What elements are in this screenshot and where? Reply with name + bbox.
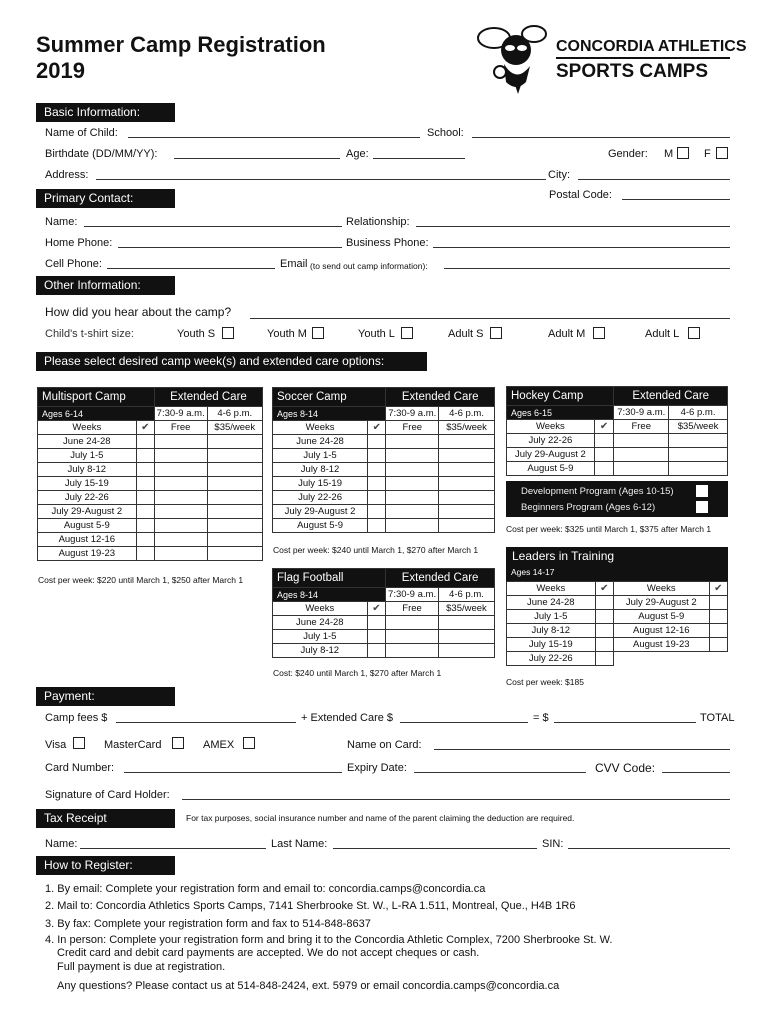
hockey-am-checkbox[interactable] bbox=[614, 448, 669, 462]
soccer-pm-header: 4-6 p.m. bbox=[439, 407, 495, 421]
multisport-am-checkbox[interactable] bbox=[154, 463, 207, 477]
multisport-week-label: July 29-August 2 bbox=[38, 505, 137, 519]
hockey-beginners-label: Beginners Program (Ages 6-12) bbox=[521, 502, 656, 513]
lit-week-label: July 8-12 bbox=[507, 624, 596, 638]
table-row bbox=[273, 463, 495, 477]
flag-am-checkbox[interactable] bbox=[386, 616, 439, 630]
size-youth-s-label: Youth S bbox=[177, 328, 216, 340]
lit-week-checkbox[interactable] bbox=[595, 596, 613, 610]
multisport-pm-header: 4-6 p.m. bbox=[207, 407, 263, 421]
table-row bbox=[38, 505, 263, 519]
flag-week-checkbox[interactable] bbox=[367, 630, 386, 644]
multisport-week-label: July 8-12 bbox=[38, 463, 137, 477]
basic-info-bar: Basic Information: bbox=[36, 103, 175, 122]
soccer-am-checkbox[interactable] bbox=[386, 435, 439, 449]
lit-week-checkbox[interactable] bbox=[595, 638, 613, 652]
table-row bbox=[38, 491, 263, 505]
hockey-am-header: 7:30-9 a.m. bbox=[614, 406, 669, 420]
hockey-week-label: August 5-9 bbox=[507, 462, 595, 476]
table-row bbox=[273, 616, 495, 630]
register-step-3: 3. By fax: Complete your registration form and fax to 514-848-8637 bbox=[45, 918, 371, 930]
cell-phone-label: Cell Phone: bbox=[45, 258, 102, 270]
register-step-4-due: Full payment is due at registration. bbox=[57, 961, 226, 973]
size-adult-m-label: Adult M bbox=[548, 328, 586, 340]
soccer-am-checkbox[interactable] bbox=[386, 491, 439, 505]
lit-weeks-header-left: Weeks bbox=[507, 582, 596, 596]
table-row bbox=[38, 449, 263, 463]
logo-divider bbox=[556, 57, 730, 59]
soccer-extended-title: Extended Care bbox=[386, 388, 495, 407]
checkmark-icon: ✔ bbox=[594, 420, 614, 434]
soccer-title: Soccer Camp bbox=[273, 388, 386, 407]
hockey-development-checkbox[interactable] bbox=[696, 485, 708, 497]
multisport-title: Multisport Camp bbox=[38, 388, 155, 407]
hockey-weeks-header: Weeks bbox=[507, 420, 595, 434]
multisport-pm-checkbox[interactable] bbox=[207, 505, 263, 519]
amex-label: AMEX bbox=[203, 739, 235, 751]
soccer-pm-checkbox[interactable] bbox=[439, 505, 495, 519]
table-row bbox=[507, 610, 728, 624]
questions-contact: Any questions? Please contact us at 514-848-2424, ext. 5979 or email concordia.camps@concordia.ca bbox=[57, 980, 560, 992]
lit-week-checkbox[interactable] bbox=[709, 596, 727, 610]
extended-care-label: + Extended Care $ bbox=[301, 712, 394, 724]
flag-cost: Cost: $240 until March 1, $270 after March 1 bbox=[273, 668, 442, 678]
checkmark-icon: ✔ bbox=[595, 582, 613, 596]
school-label: School: bbox=[427, 127, 464, 139]
table-row bbox=[273, 519, 495, 533]
home-phone-field[interactable] bbox=[118, 247, 342, 248]
multisport-am-checkbox[interactable] bbox=[154, 435, 207, 449]
logo-line-1: CONCORDIA ATHLETICS bbox=[556, 38, 747, 55]
page-title bbox=[36, 32, 326, 84]
cvv-label: CVV Code: bbox=[595, 761, 656, 775]
multisport-pm-checkbox[interactable] bbox=[207, 519, 263, 533]
hockey-table bbox=[506, 386, 728, 476]
soccer-week-checkbox[interactable] bbox=[368, 449, 386, 463]
checkmark-icon: ✔ bbox=[136, 421, 154, 435]
title-line-1: Summer Camp Registration bbox=[36, 32, 326, 57]
tax-last-name-field[interactable] bbox=[333, 848, 537, 849]
lit-week-label: July 22-26 bbox=[507, 652, 596, 666]
table-row bbox=[507, 434, 728, 448]
soccer-week-checkbox[interactable] bbox=[368, 491, 386, 505]
lit-weeks-body bbox=[507, 596, 728, 666]
flag-title: Flag Football bbox=[273, 569, 386, 588]
soccer-pm-cost: $35/week bbox=[439, 421, 495, 435]
flag-week-checkbox[interactable] bbox=[367, 616, 386, 630]
hear-label: How did you hear about the camp? bbox=[45, 305, 232, 319]
checkmark-icon: ✔ bbox=[709, 582, 727, 596]
flag-pm-header: 4-6 p.m. bbox=[438, 588, 494, 602]
email-note: (to send out camp information): bbox=[310, 261, 428, 271]
table-row bbox=[38, 463, 263, 477]
flag-am-checkbox[interactable] bbox=[386, 630, 439, 644]
table-row bbox=[507, 462, 728, 476]
lit-cost: Cost per week: $185 bbox=[506, 677, 584, 687]
table-row bbox=[507, 596, 728, 610]
soccer-week-label: July 22-26 bbox=[273, 491, 368, 505]
hockey-week-checkbox[interactable] bbox=[594, 434, 614, 448]
table-row bbox=[38, 519, 263, 533]
soccer-week-checkbox[interactable] bbox=[368, 505, 386, 519]
checkmark-icon: ✔ bbox=[368, 421, 386, 435]
hockey-pm-checkbox[interactable] bbox=[669, 448, 728, 462]
lit-week-label: August 19-23 bbox=[613, 638, 709, 652]
hockey-title: Hockey Camp bbox=[507, 387, 614, 406]
soccer-week-label: July 1-5 bbox=[273, 449, 368, 463]
soccer-am-checkbox[interactable] bbox=[386, 477, 439, 491]
multisport-pm-checkbox[interactable] bbox=[207, 477, 263, 491]
size-adult-l-label: Adult L bbox=[645, 328, 680, 340]
soccer-pm-checkbox[interactable] bbox=[439, 477, 495, 491]
multisport-week-checkbox[interactable] bbox=[136, 533, 154, 547]
table-row bbox=[507, 652, 728, 666]
soccer-pm-checkbox[interactable] bbox=[439, 449, 495, 463]
flag-extended-title: Extended Care bbox=[386, 569, 495, 588]
size-youth-l-label: Youth L bbox=[358, 328, 395, 340]
hockey-am-checkbox[interactable] bbox=[614, 434, 669, 448]
multisport-pm-checkbox[interactable] bbox=[207, 491, 263, 505]
soccer-pm-checkbox[interactable] bbox=[439, 463, 495, 477]
flag-week-label: June 24-28 bbox=[273, 616, 368, 630]
age-label: Age: bbox=[346, 148, 369, 160]
soccer-am-checkbox[interactable] bbox=[386, 505, 439, 519]
business-phone-field[interactable] bbox=[433, 247, 730, 248]
soccer-week-label: August 5-9 bbox=[273, 519, 368, 533]
size-youth-s-checkbox[interactable] bbox=[222, 327, 234, 339]
hockey-am-cost: Free bbox=[614, 420, 669, 434]
flag-week-label: July 8-12 bbox=[273, 644, 368, 658]
multisport-week-label: July 1-5 bbox=[38, 449, 137, 463]
multisport-week-label: August 5-9 bbox=[38, 519, 137, 533]
lit-week-label: June 24-28 bbox=[507, 596, 596, 610]
lit-week-label: July 1-5 bbox=[507, 610, 596, 624]
size-youth-m-label: Youth M bbox=[267, 328, 307, 340]
camp-fees-label: Camp fees $ bbox=[45, 712, 108, 724]
register-step-2: 2. Mail to: Concordia Athletics Sports Camps, 7141 Sherbrooke St. W., L-RA 1.511, Montreal, Que., H4B 1R6 bbox=[45, 900, 576, 912]
soccer-cost: Cost per week: $240 until March 1, $270 after March 1 bbox=[273, 545, 479, 555]
soccer-pm-checkbox[interactable] bbox=[439, 491, 495, 505]
birthdate-field[interactable] bbox=[174, 158, 340, 159]
home-phone-label: Home Phone: bbox=[45, 237, 113, 249]
table-row bbox=[273, 477, 495, 491]
multisport-am-cost: Free bbox=[154, 421, 207, 435]
table-row bbox=[507, 638, 728, 652]
expiry-label: Expiry Date: bbox=[347, 762, 407, 774]
camp-fees-field[interactable] bbox=[116, 722, 296, 723]
multisport-week-label: August 19-23 bbox=[38, 547, 137, 561]
flag-week-label: July 1-5 bbox=[273, 630, 368, 644]
soccer-week-checkbox[interactable] bbox=[368, 477, 386, 491]
lit-title: Leaders in Training bbox=[512, 549, 615, 563]
size-youth-m-checkbox[interactable] bbox=[312, 327, 324, 339]
soccer-ages: Ages 8-14 bbox=[273, 407, 386, 421]
table-row bbox=[273, 435, 495, 449]
mastercard-checkbox[interactable] bbox=[172, 737, 184, 749]
tax-last-name-label: Last Name: bbox=[271, 838, 328, 850]
multisport-week-checkbox[interactable] bbox=[136, 449, 154, 463]
hockey-development-label: Development Program (Ages 10-15) bbox=[521, 486, 674, 497]
payment-bar: Payment: bbox=[36, 687, 175, 706]
address-label: Address: bbox=[45, 169, 89, 181]
lit-weeks-header-right: Weeks bbox=[613, 582, 709, 596]
table-row bbox=[273, 630, 495, 644]
tax-name-label: Name: bbox=[45, 838, 78, 850]
email-field[interactable] bbox=[444, 268, 730, 269]
multisport-am-checkbox[interactable] bbox=[154, 449, 207, 463]
register-step-1: 1. By email: Complete your registration form and email to: concordia.camps@concordia.ca bbox=[45, 883, 486, 895]
other-info-bar: Other Information: bbox=[36, 276, 175, 295]
hockey-pm-checkbox[interactable] bbox=[669, 434, 728, 448]
name-on-card-field[interactable] bbox=[434, 749, 730, 750]
register-step-4: 4. In person: Complete your registration form and bring it to the Concordia Athletic Complex, 7200 Sherbrooke St. W. bbox=[45, 934, 613, 946]
multisport-weeks-header: Weeks bbox=[38, 421, 137, 435]
table-row bbox=[273, 491, 495, 505]
hockey-week-label: July 22-26 bbox=[507, 434, 595, 448]
table-row bbox=[38, 477, 263, 491]
multisport-week-checkbox[interactable] bbox=[136, 547, 154, 561]
lit-week-checkbox[interactable] bbox=[709, 624, 727, 638]
lit-week-checkbox[interactable] bbox=[595, 652, 613, 666]
card-number-label: Card Number: bbox=[45, 762, 115, 774]
size-adult-m-checkbox[interactable] bbox=[593, 327, 605, 339]
select-camp-bar: Please select desired camp week(s) and extended care options: bbox=[36, 352, 427, 371]
multisport-am-checkbox[interactable] bbox=[154, 505, 207, 519]
flag-ages: Ages 8-14 bbox=[273, 588, 386, 602]
hockey-beginners-checkbox[interactable] bbox=[696, 501, 708, 513]
multisport-pm-cost: $35/week bbox=[207, 421, 263, 435]
hockey-pm-cost: $35/week bbox=[669, 420, 728, 434]
card-number-field[interactable] bbox=[124, 772, 342, 773]
contact-name-field[interactable] bbox=[84, 226, 342, 227]
flag-pm-checkbox[interactable] bbox=[438, 616, 494, 630]
soccer-week-label: July 29-August 2 bbox=[273, 505, 368, 519]
signature-field[interactable] bbox=[182, 799, 730, 800]
hockey-pm-header: 4-6 p.m. bbox=[669, 406, 728, 420]
hockey-week-checkbox[interactable] bbox=[594, 462, 614, 476]
flag-weeks-body bbox=[273, 616, 495, 658]
flag-pm-checkbox[interactable] bbox=[438, 630, 494, 644]
soccer-table bbox=[272, 387, 495, 533]
multisport-extended-title: Extended Care bbox=[154, 388, 262, 407]
soccer-week-checkbox[interactable] bbox=[368, 463, 386, 477]
gender-female-checkbox[interactable] bbox=[716, 147, 728, 159]
signature-label: Signature of Card Holder: bbox=[45, 789, 170, 801]
multisport-week-label: August 12-16 bbox=[38, 533, 137, 547]
total-label: TOTAL bbox=[700, 712, 735, 724]
tax-note: For tax purposes, social insurance number and name of the parent claiming the deduction are required. bbox=[186, 813, 575, 823]
soccer-week-checkbox[interactable] bbox=[368, 435, 386, 449]
multisport-pm-checkbox[interactable] bbox=[207, 449, 263, 463]
relationship-field[interactable] bbox=[416, 226, 730, 227]
soccer-am-cost: Free bbox=[386, 421, 439, 435]
lit-empty-cell bbox=[613, 652, 727, 666]
hear-field[interactable] bbox=[250, 318, 730, 319]
multisport-week-label: July 22-26 bbox=[38, 491, 137, 505]
business-phone-label: Business Phone: bbox=[346, 237, 429, 249]
gender-male-label: M bbox=[664, 148, 674, 160]
size-youth-l-checkbox[interactable] bbox=[401, 327, 413, 339]
multisport-week-checkbox[interactable] bbox=[136, 463, 154, 477]
postal-code-field[interactable] bbox=[622, 199, 730, 200]
multisport-pm-checkbox[interactable] bbox=[207, 435, 263, 449]
lit-week-checkbox[interactable] bbox=[709, 638, 727, 652]
tax-sin-field[interactable] bbox=[568, 848, 730, 849]
soccer-weeks-body bbox=[273, 435, 495, 533]
visa-label: Visa bbox=[45, 739, 67, 751]
soccer-week-label: July 15-19 bbox=[273, 477, 368, 491]
table-row bbox=[38, 533, 263, 547]
table-row bbox=[38, 435, 263, 449]
flag-pm-checkbox[interactable] bbox=[438, 644, 494, 658]
name-on-card-label: Name on Card: bbox=[347, 739, 422, 751]
visa-checkbox[interactable] bbox=[73, 737, 85, 749]
multisport-weeks-body bbox=[38, 435, 263, 561]
amex-checkbox[interactable] bbox=[243, 737, 255, 749]
multisport-week-checkbox[interactable] bbox=[136, 477, 154, 491]
table-row bbox=[273, 449, 495, 463]
multisport-am-header: 7:30-9 a.m. bbox=[154, 407, 207, 421]
multisport-week-checkbox[interactable] bbox=[136, 519, 154, 533]
birthdate-label: Birthdate (DD/MM/YY): bbox=[45, 148, 158, 160]
size-adult-s-label: Adult S bbox=[448, 328, 484, 340]
multisport-week-checkbox[interactable] bbox=[136, 491, 154, 505]
table-row bbox=[273, 505, 495, 519]
cvv-field[interactable] bbox=[662, 772, 730, 773]
multisport-week-checkbox[interactable] bbox=[136, 435, 154, 449]
soccer-week-label: July 8-12 bbox=[273, 463, 368, 477]
table-row bbox=[507, 624, 728, 638]
relationship-label: Relationship: bbox=[346, 216, 410, 228]
gender-female-label: F bbox=[704, 148, 711, 160]
size-adult-l-checkbox[interactable] bbox=[688, 327, 700, 339]
hockey-week-checkbox[interactable] bbox=[594, 448, 614, 462]
hockey-week-label: July 29-August 2 bbox=[507, 448, 595, 462]
lit-week-label: July 29-August 2 bbox=[613, 596, 709, 610]
lit-ages: Ages 14-17 bbox=[511, 567, 555, 577]
flag-weeks-header: Weeks bbox=[273, 602, 368, 616]
email-label: Email bbox=[280, 258, 308, 270]
hockey-pm-checkbox[interactable] bbox=[669, 462, 728, 476]
table-row bbox=[507, 448, 728, 462]
contact-name-label: Name: bbox=[45, 216, 78, 228]
hockey-ages: Ages 6-15 bbox=[507, 406, 614, 420]
lit-week-label: August 12-16 bbox=[613, 624, 709, 638]
title-line-2: 2019 bbox=[36, 58, 85, 83]
total-field[interactable] bbox=[554, 722, 696, 723]
soccer-am-checkbox[interactable] bbox=[386, 519, 439, 533]
lit-week-label: August 5-9 bbox=[613, 610, 709, 624]
lit-week-checkbox[interactable] bbox=[595, 610, 613, 624]
soccer-am-header: 7:30-9 a.m. bbox=[386, 407, 439, 421]
hockey-extended-title: Extended Care bbox=[614, 387, 728, 406]
tshirt-label: Child's t-shirt size: bbox=[45, 328, 134, 340]
lit-table bbox=[506, 581, 728, 666]
tax-name-field[interactable] bbox=[80, 848, 266, 849]
multisport-am-checkbox[interactable] bbox=[154, 477, 207, 491]
city-label: City: bbox=[548, 169, 570, 181]
address-field[interactable] bbox=[96, 179, 546, 180]
soccer-pm-checkbox[interactable] bbox=[439, 519, 495, 533]
table-row bbox=[273, 644, 495, 658]
stinger-mascot-logo bbox=[474, 20, 554, 96]
multisport-week-checkbox[interactable] bbox=[136, 505, 154, 519]
soccer-week-label: June 24-28 bbox=[273, 435, 368, 449]
soccer-week-checkbox[interactable] bbox=[368, 519, 386, 533]
lit-week-checkbox[interactable] bbox=[709, 610, 727, 624]
soccer-weeks-header: Weeks bbox=[273, 421, 368, 435]
register-step-4-payment: Credit card and debit card payments are accepted. We do not accept cheques or cash. bbox=[57, 947, 480, 959]
multisport-week-label: June 24-28 bbox=[38, 435, 137, 449]
flag-am-header: 7:30-9 a.m. bbox=[386, 588, 439, 602]
soccer-pm-checkbox[interactable] bbox=[439, 435, 495, 449]
multisport-am-checkbox[interactable] bbox=[154, 547, 207, 561]
hockey-am-checkbox[interactable] bbox=[614, 462, 669, 476]
flag-pm-cost: $35/week bbox=[438, 602, 494, 616]
tax-sin-label: SIN: bbox=[542, 838, 564, 850]
table-row bbox=[38, 547, 263, 561]
multisport-cost: Cost per week: $220 until March 1, $250 after March 1 bbox=[38, 575, 244, 585]
extended-care-field[interactable] bbox=[400, 722, 528, 723]
multisport-am-checkbox[interactable] bbox=[154, 533, 207, 547]
mastercard-label: MasterCard bbox=[104, 739, 162, 751]
lit-week-checkbox[interactable] bbox=[595, 624, 613, 638]
expiry-field[interactable] bbox=[414, 772, 586, 773]
hockey-cost: Cost per week: $325 until March 1, $375 after March 1 bbox=[506, 524, 712, 534]
multisport-pm-checkbox[interactable] bbox=[207, 533, 263, 547]
hockey-weeks-body bbox=[507, 434, 728, 476]
school-field[interactable] bbox=[472, 137, 730, 138]
multisport-pm-checkbox[interactable] bbox=[207, 547, 263, 561]
soccer-am-checkbox[interactable] bbox=[386, 463, 439, 477]
lit-week-label: July 15-19 bbox=[507, 638, 596, 652]
postal-code-label: Postal Code: bbox=[549, 189, 612, 201]
how-to-register-bar: How to Register: bbox=[36, 856, 175, 875]
multisport-ages: Ages 6-14 bbox=[38, 407, 155, 421]
flag-am-checkbox[interactable] bbox=[386, 644, 439, 658]
gender-label: Gender: bbox=[608, 148, 648, 160]
child-name-label: Name of Child: bbox=[45, 127, 118, 139]
tax-receipt-bar: Tax Receipt bbox=[36, 809, 175, 828]
flag-am-cost: Free bbox=[386, 602, 439, 616]
multisport-week-label: July 15-19 bbox=[38, 477, 137, 491]
cell-phone-field[interactable] bbox=[107, 268, 275, 269]
flag-table bbox=[272, 568, 495, 658]
multisport-am-checkbox[interactable] bbox=[154, 519, 207, 533]
flag-week-checkbox[interactable] bbox=[367, 644, 386, 658]
multisport-pm-checkbox[interactable] bbox=[207, 463, 263, 477]
logo-line-2: SPORTS CAMPS bbox=[556, 61, 709, 82]
child-name-field[interactable] bbox=[128, 137, 420, 138]
lit-header bbox=[506, 547, 728, 581]
multisport-am-checkbox[interactable] bbox=[154, 491, 207, 505]
hockey-program-box bbox=[506, 481, 728, 517]
primary-contact-bar: Primary Contact: bbox=[36, 189, 175, 208]
checkmark-icon: ✔ bbox=[367, 602, 386, 616]
age-field[interactable] bbox=[373, 158, 465, 159]
gender-male-checkbox[interactable] bbox=[677, 147, 689, 159]
soccer-am-checkbox[interactable] bbox=[386, 449, 439, 463]
equals-label: = $ bbox=[533, 712, 549, 724]
multisport-table bbox=[37, 387, 263, 561]
size-adult-s-checkbox[interactable] bbox=[490, 327, 502, 339]
city-field[interactable] bbox=[578, 179, 730, 180]
